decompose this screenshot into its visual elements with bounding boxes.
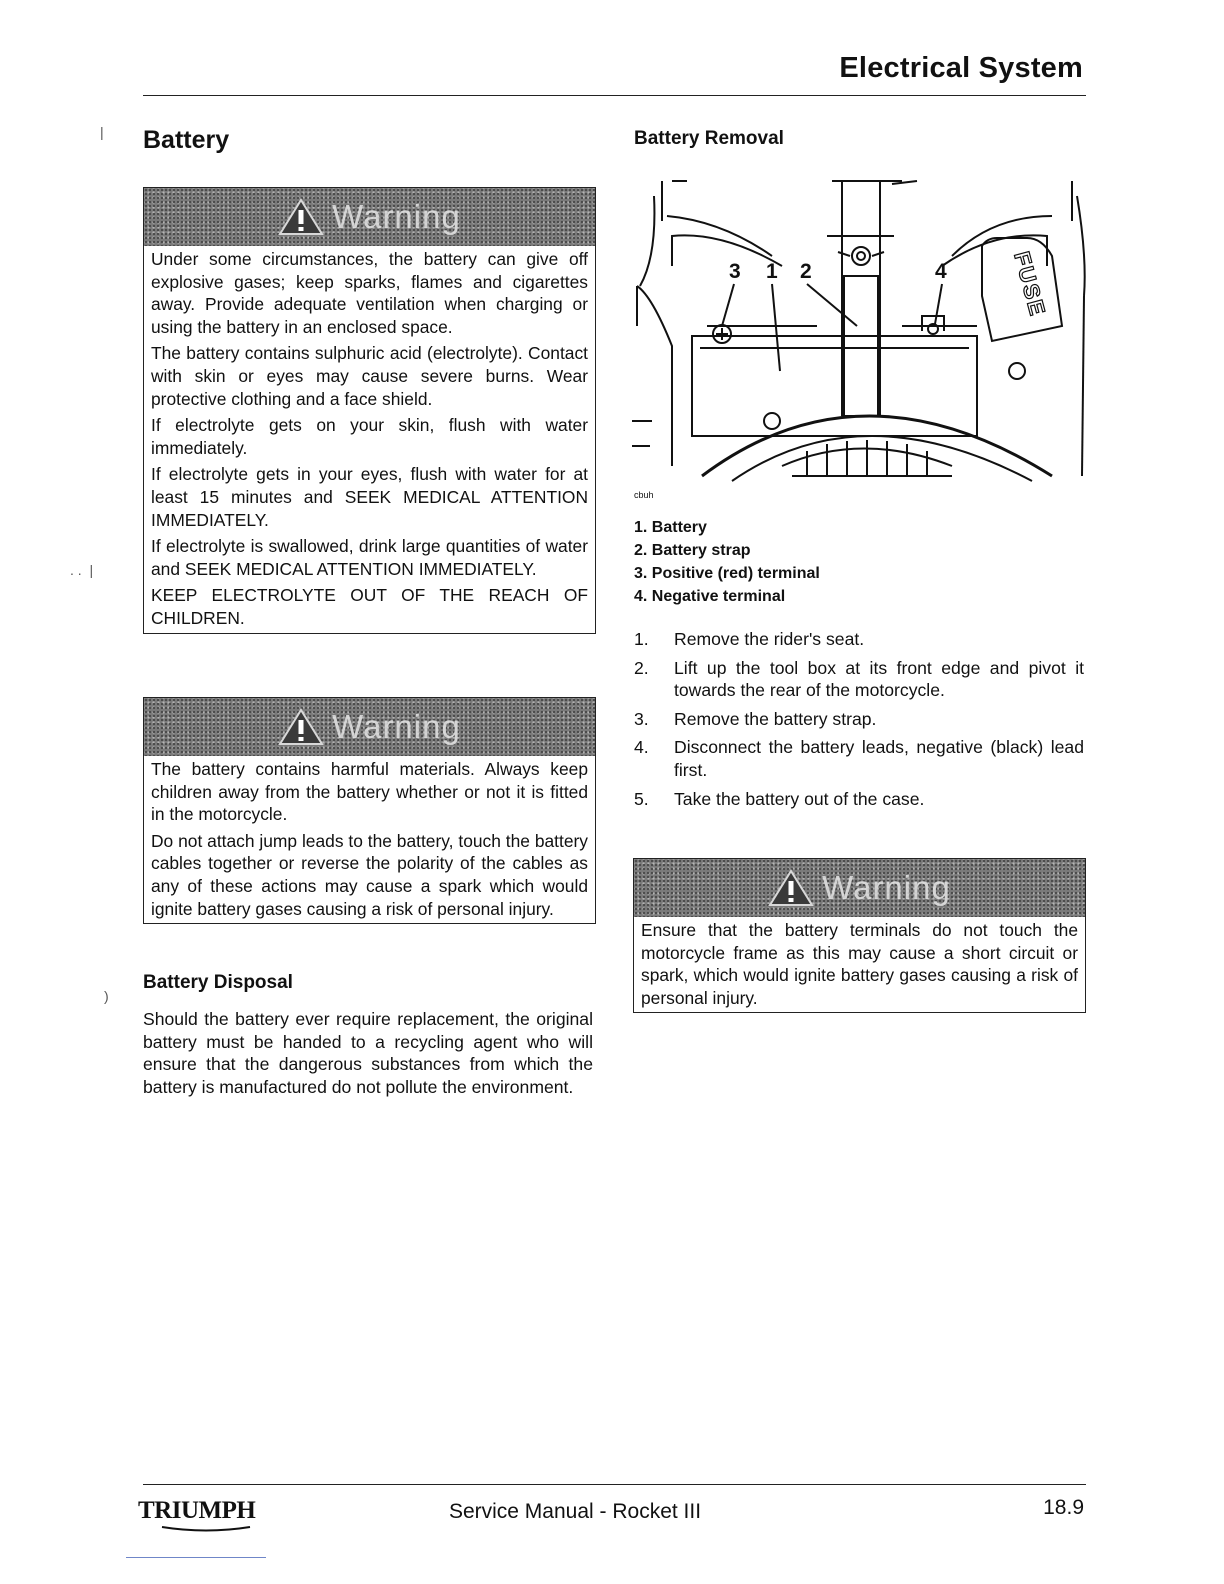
warning-banner [634,859,1085,917]
warning-paragraph: Ensure that the battery terminals do not touch the motorcycle frame as this may cause a short circuit or spark, which would ignite battery gases causing a risk of personal injury. [641,920,1078,1008]
callout-3: 3 [729,260,741,283]
warning-paragraph: The battery contains sulphuric acid (electrolyte). Contact with skin or eyes may cause severe burns. Wear protective clothing and a face shield. [151,343,588,409]
warning-label: Warning [332,708,461,745]
step-text: Remove the battery strap. [674,708,877,729]
step-item [634,657,1084,702]
warning-triangle-icon [278,198,324,236]
footer-manual-title: Service Manual - Rocket III [448,1500,702,1523]
step-item [634,708,1084,731]
margin-mark: | [100,124,104,140]
brand-logo-swoosh [160,1526,252,1532]
warning-paragraph: KEEP ELECTROLYTE OUT OF THE REACH OF CHILDREN. [151,585,588,628]
subsection-title-removal: Battery Removal [634,128,784,149]
legend-item: 4. Negative terminal [634,588,786,605]
battery-location-figure [632,176,1087,506]
brand-logo: TRIUMPH [138,1497,256,1524]
step-text: Disconnect the battery leads, negative (black) lead first. [674,737,1084,780]
step-number: 5. [634,788,649,809]
warning-paragraph: If electrolyte gets in your eyes, flush with water for at least 15 minutes and SEEK MEDICAL ATTENTION IMMEDIATELY. [151,464,588,530]
margin-mark: . . | [70,562,94,578]
step-text: Lift up the tool box at its front edge and pivot it towards the rear of the motorcycle. [674,657,1084,701]
fuse-label: FUSE [1009,248,1051,320]
footer-rule [143,1484,1086,1485]
figure-legend [634,516,820,608]
warning-paragraph: Do not attach jump leads to the battery, touch the battery cables together or reverse the polarity of the cables as any of these actions may cause a spark which would ignite battery gases causing a risk of personal injury. [151,830,588,919]
page-header-title: Electrical System [839,52,1083,84]
warning-banner [144,698,595,756]
legend-item: 2. Battery strap [634,542,751,559]
warning-triangle-icon [278,708,324,746]
callout-4: 4 [935,260,947,283]
step-text: Remove the rider's seat. [674,629,865,649]
step-item [634,628,1084,651]
warning-paragraph: If electrolyte is swallowed, drink large quantities of water and SEEK MEDICAL ATTENTION IMMEDIATELY. [151,536,588,579]
warning-body [634,917,1085,1012]
header-rule [143,95,1086,96]
battery-line-drawing [632,176,1087,506]
link-underline [126,1557,266,1558]
warning-body [144,756,595,923]
warning-triangle-icon [768,869,814,907]
warning-box-3 [633,858,1086,1013]
warning-banner [144,188,595,246]
section-title-battery: Battery [143,126,230,154]
callout-2: 2 [800,260,812,283]
warning-paragraph: Under some circumstances, the battery can give off explosive gases; keep sparks, flames and cigarettes away. Provide adequate ventilation when charging or using the battery in an enclosed space. [151,249,588,337]
step-text: Take the battery out of the case. [674,788,925,809]
step-number: 4. [634,737,649,758]
warning-paragraph: If electrolyte gets on your skin, flush with water immediately. [151,415,588,458]
legend-item: 3. Positive (red) terminal [634,565,820,582]
step-number: 2. [634,657,649,678]
step-item [634,788,1084,811]
warning-box-2 [143,697,596,924]
disposal-paragraph: Should the battery ever require replacement, the original battery must be handed to a recycling agent who will ensure that the dangerous substances from which the battery is manufactured do not pollute the environment. [143,1009,593,1097]
warning-label: Warning [332,198,461,235]
page-number: 18.9 [1043,1496,1084,1519]
margin-mark: ) [104,988,109,1004]
callout-1: 1 [766,260,778,283]
step-item [634,736,1084,781]
legend-item: 1. Battery [634,519,707,536]
removal-steps [634,628,1084,816]
warning-body [144,246,595,633]
warning-box-1 [143,187,596,634]
subsection-title-disposal: Battery Disposal [143,972,293,993]
warning-label: Warning [822,869,951,906]
warning-paragraph: The battery contains harmful materials. Always keep children away from the battery whether or not it is fitted in the motorcycle. [151,759,588,825]
step-number: 3. [634,708,649,729]
figure-code: cbuh [634,490,654,500]
step-number: 1. [634,629,649,649]
